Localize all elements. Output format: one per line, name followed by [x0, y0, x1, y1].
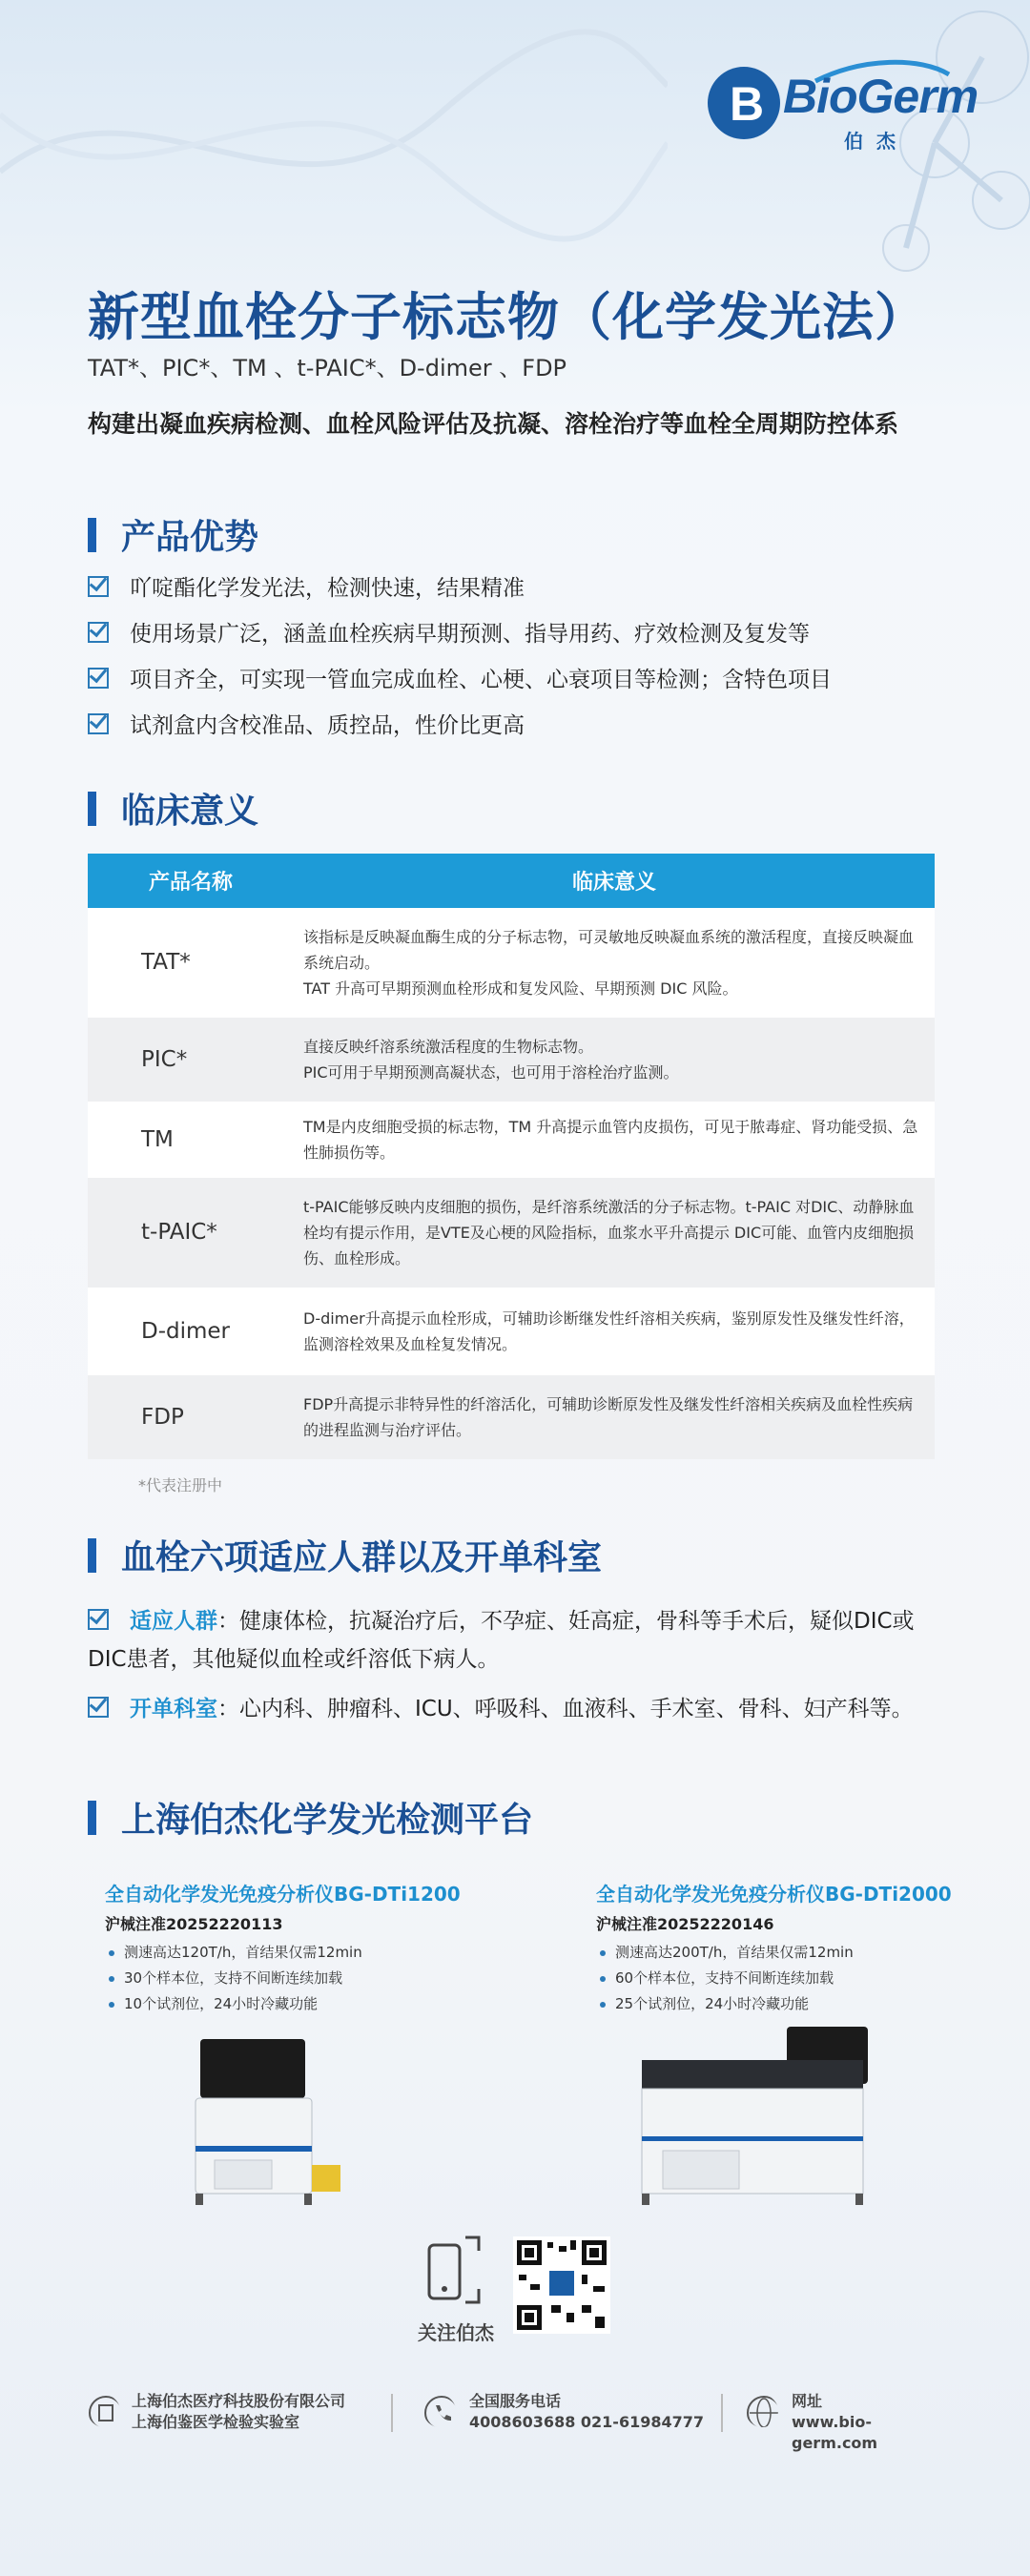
advantage-text: 使用场景广泛，涵盖血栓疾病早期预测、指导用药、疗效检测及复发等 [130, 622, 810, 647]
checkbox-icon [88, 713, 109, 734]
qr-code-icon[interactable] [513, 2236, 610, 2334]
company-building-icon [88, 2395, 120, 2427]
dna-decoration [0, 0, 668, 248]
instrument-title: 全自动化学发光免疫分析仪BG-DTi1200 [105, 1883, 461, 1906]
svg-text:B: B [730, 77, 765, 131]
product-name: FDP [88, 1375, 294, 1459]
section-heading-platform [88, 1793, 533, 1842]
section-heading-text: 产品优势 [121, 518, 259, 557]
website-label: 网址 [792, 2392, 823, 2410]
product-name: t-PAIC* [88, 1178, 294, 1288]
instrument-feature: 30个样本位，支持不间断连续加载 [105, 1966, 505, 1991]
product-name: TM [88, 1102, 294, 1178]
column-header-meaning: 临床意义 [294, 854, 935, 908]
checkbox-icon [88, 622, 109, 643]
instrument-title: 全自动化学发光免疫分析仪BG-DTi2000 [596, 1883, 952, 1906]
logo-text: BioGerm [783, 70, 978, 123]
product-meaning: D-dimer升高提示血栓形成，可辅助诊断继发性纤溶相关疾病，鉴别原发性及继发性纤溶，监测溶栓效果及血栓复发情况。 [294, 1288, 935, 1375]
instrument-feature: 测速高达200T/h，首结果仅需12min [596, 1940, 997, 1966]
dept-label: 开单科室 [130, 1697, 217, 1721]
table-header-row [88, 854, 935, 908]
advantage-item [88, 708, 525, 739]
population-crowd [88, 1602, 927, 1679]
dept-text: ：心内科、肿瘤科、ICU、呼吸科、血液科、手术室、骨科、妇产科等。 [217, 1697, 914, 1721]
checkbox-icon [88, 668, 109, 689]
checkbox-icon [88, 1609, 109, 1630]
advantage-text: 吖啶酯化学发光法，检测快速，结果精准 [130, 576, 525, 601]
table-row [88, 1178, 935, 1288]
logo-chinese: 伯杰 [844, 130, 909, 153]
section-heading-text: 临床意义 [121, 792, 259, 831]
section-heading-text: 血栓六项适应人群以及开单科室 [121, 1538, 603, 1577]
page-tagline: 构建出凝血疾病检测、血栓风险评估及抗凝、溶栓治疗等血栓全周期防控体系 [88, 410, 899, 438]
footer-divider [391, 2394, 393, 2432]
advantage-item [88, 616, 810, 648]
advantage-text: 试剂盒内含校准品、质控品，性价比更高 [130, 713, 525, 738]
instrument-card-2 [596, 1879, 997, 2017]
column-header-name: 产品名称 [88, 854, 294, 908]
instrument-card-1 [105, 1879, 505, 2017]
section-heading-advantages [88, 510, 258, 559]
phone-scan-icon [420, 2232, 492, 2308]
crowd-text: ：健康体检，抗凝治疗后，不孕症、妊高症，骨科等手术后，疑似DIC或DIC患者，其他疑似血栓或纤溶低下病人。 [88, 1609, 915, 1672]
product-name: TAT* [88, 908, 294, 1018]
instrument-registration: 沪械注准20252220146 [596, 1915, 774, 1933]
section-bar [88, 792, 96, 826]
page-subtitle: TAT*、PIC*、TM 、t-PAIC*、D-dimer 、FDP [88, 355, 567, 381]
table-row [88, 1018, 935, 1102]
product-name: D-dimer [88, 1288, 294, 1375]
crowd-label: 适应人群 [130, 1609, 217, 1634]
molecule-decoration [744, 0, 1030, 324]
phone-label: 全国服务电话 [469, 2392, 562, 2410]
product-meaning: t-PAIC能够反映内皮细胞的损伤，是纤溶系统激活的分子标志物。t-PAIC 对DIC、动静脉血栓均有提示作用，是VTE及心梗的风险指标，血浆水平升高提示 DIC可能、血管内皮细胞损伤、血栓形成。 [294, 1178, 935, 1288]
checkbox-icon [88, 576, 109, 597]
globe-icon [746, 2395, 778, 2427]
instrument-registration: 沪械注准20252220113 [105, 1915, 283, 1933]
page-title: 新型血栓分子标志物（化学发光法） [88, 287, 927, 347]
advantage-item [88, 662, 832, 693]
footer-divider [721, 2394, 723, 2432]
company-name-2: 上海伯鉴医学检验实验室 [132, 2413, 300, 2431]
section-heading-population [88, 1531, 602, 1579]
footer [88, 2380, 946, 2452]
registration-note: *代表注册中 [138, 1476, 223, 1494]
section-bar [88, 1801, 96, 1835]
advantage-text: 项目齐全，可实现一管血完成血栓、心梗、心衰项目等检测；含特色项目 [130, 668, 832, 692]
table-row [88, 908, 935, 1018]
instrument-feature: 10个试剂位，24小时冷藏功能 [105, 1991, 505, 2017]
logo-mark-icon [701, 57, 787, 143]
clinical-table [88, 854, 935, 1459]
section-bar [88, 518, 96, 552]
checkbox-icon [88, 1697, 109, 1718]
product-meaning: FDP升高提示非特异性的纤溶活化，可辅助诊断原发性及继发性纤溶相关疾病及血栓性疾病的进程监测与治疗评估。 [294, 1375, 935, 1459]
section-heading-clinical [88, 784, 258, 833]
company-name-1: 上海伯杰医疗科技股份有限公司 [132, 2392, 346, 2410]
advantage-item [88, 570, 525, 602]
table-row [88, 1102, 935, 1178]
product-meaning: 该指标是反映凝血酶生成的分子标志物，可灵敏地反映凝血系统的激活程度，直接反映凝血系统启动。 TAT 升高可早期预测血栓形成和复发风险、早期预测 DIC 风险。 [294, 908, 935, 1018]
section-heading-text: 上海伯杰化学发光检测平台 [121, 1801, 534, 1840]
instrument-feature: 25个试剂位，24小时冷藏功能 [596, 1991, 997, 2017]
table-row [88, 1288, 935, 1375]
table-row [88, 1375, 935, 1459]
product-meaning: 直接反映纤溶系统激活程度的生物标志物。 PIC可用于早期预测高凝状态，也可用于溶栓治疗监测。 [294, 1018, 935, 1102]
section-bar [88, 1538, 96, 1573]
instrument-feature: 60个样本位，支持不间断连续加载 [596, 1966, 997, 1991]
product-meaning: TM是内皮细胞受损的标志物，TM 升高提示血管内皮损伤，可见于脓毒症、肾功能受损、急性肺损伤等。 [294, 1102, 935, 1178]
phone-numbers[interactable]: 4008603688 021-61984777 [469, 2413, 704, 2431]
company-logo [701, 57, 978, 162]
analyzer-dti1200-image [186, 2031, 358, 2208]
instrument-feature: 测速高达120T/h，首结果仅需12min [105, 1940, 505, 1966]
product-name: PIC* [88, 1018, 294, 1102]
population-dept [88, 1690, 927, 1728]
website-url[interactable]: www.bio-germ.com [792, 2413, 878, 2452]
phone-icon [423, 2395, 456, 2427]
follow-label: 关注伯杰 [418, 2321, 494, 2344]
analyzer-dti2000-image [634, 2017, 882, 2213]
